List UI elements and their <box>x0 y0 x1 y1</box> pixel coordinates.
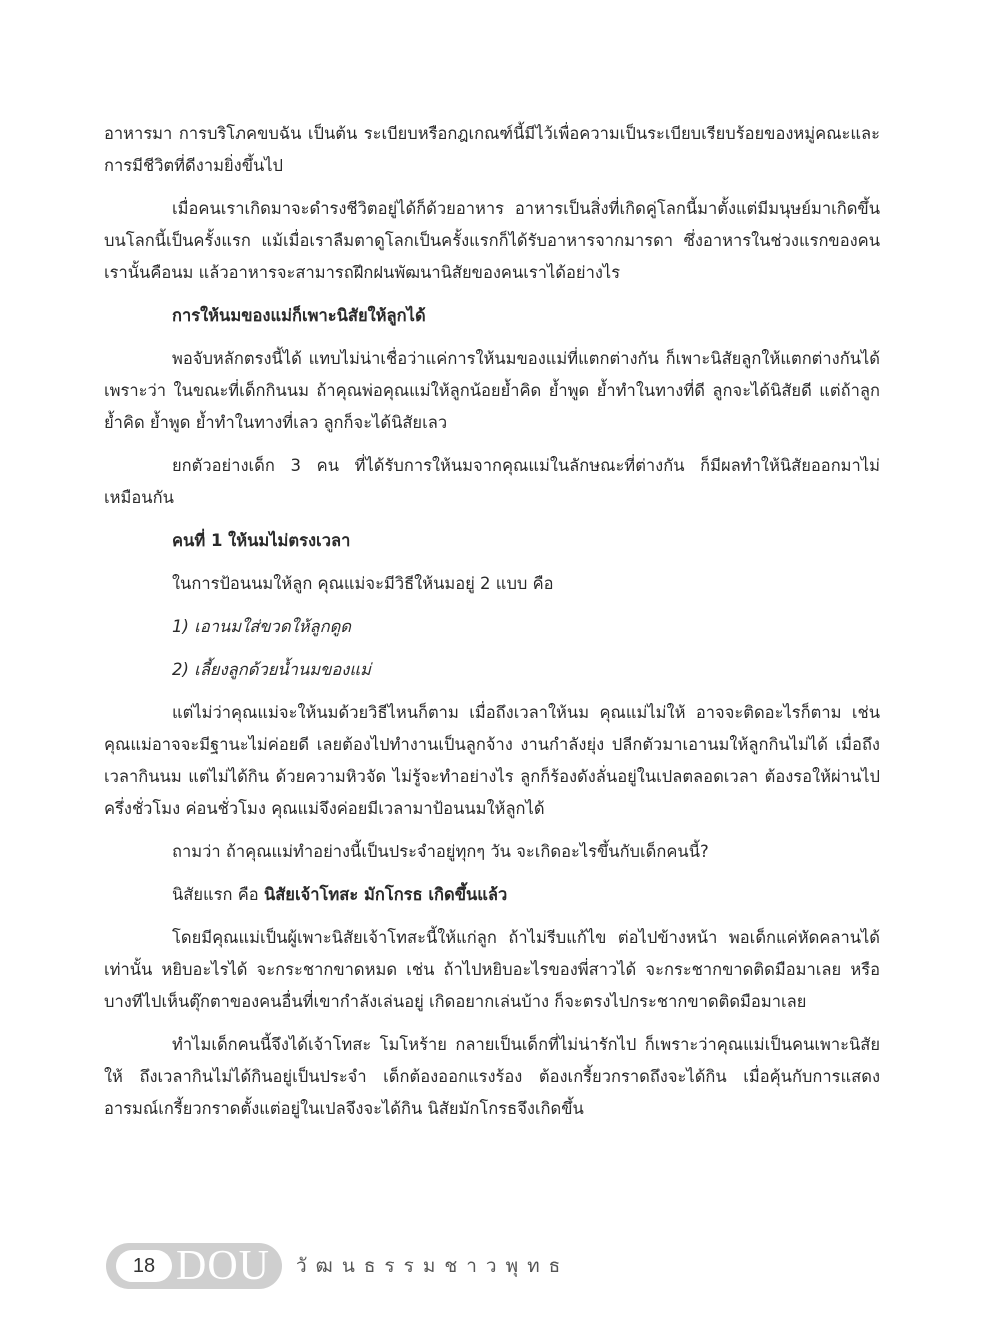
paragraph-6: แต่ไม่ว่าคุณแม่จะให้นมด้วยวิธีไหนก็ตาม เมื่อถึงเวลาให้นม คุณแม่ไม่ให้ อาจจะติดอะไรก็ตาม เช่น คุณแม่อาจจะมีฐานะไม่ค่อยดี เลยต้องไปทำงานเป็นลูกจ้าง งานกำลังยุ่ง ปลีกตัวมาเอานมให้ลูกกินไม่ได้ เมื่อถึงเวลากินนม แต่ไม่ได้กิน ด้วยความหิวจัด ไม่รู้จะทำอย่างไร ลูกก็ร้องดังลั่นอยู่ในเปลตลอดเวลา ต้องรอให้ผ่านไปครึ่งชั่วโมง ค่อนชั่วโมง คุณแม่จึงค่อยมีเวลามาป้อนนมให้ลูกได้ <box>104 703 880 818</box>
paragraph-8-bold: นิสัยเจ้าโทสะ มักโกรธ เกิดขึ้นแล้ว <box>263 885 508 904</box>
section-heading-breastfeeding: การให้นมของแม่ก็เพาะนิสัยให้ลูกได้ <box>172 306 426 325</box>
paragraph-9: โดยมีคุณแม่เป็นผู้เพาะนิสัยเจ้าโทสะนี้ให้แก่ลูก ถ้าไม่รีบแก้ไข ต่อไปข้างหน้า พอเด็กแค่หัดคลานได้เท่านั้น หยิบอะไรได้ จะกระชากขาดหมด เช่น ถ้าไปหยิบอะไรของพี่สาวได้ จะกระชากขาดติดมือมาเลย หรือบางทีไปเห็นตุ๊กตาของคนอื่นที่เขากำลังเล่นอยู่ เกิดอยากเล่นบ้าง ก็จะตรงไปกระชากขาดติดมือมาเลย <box>104 928 880 1011</box>
paragraph-1: อาหารมา การบริโภคขบฉัน เป็นต้น ระเบียบหรือกฎเกณฑ์นี้มีไว้เพื่อความเป็นระเบียบเรียบร้อยของหมู่คณะและการมีชีวิตที่ดีงามยิ่งขึ้นไป <box>104 124 880 175</box>
paragraph-7: ถามว่า ถ้าคุณแม่ทำอย่างนี้เป็นประจำอยู่ทุกๆ วัน จะเกิดอะไรขึ้นกับเด็กคนนี้? <box>172 842 709 861</box>
paragraph-4: ยกตัวอย่างเด็ก 3 คน ที่ได้รับการให้นมจากคุณแม่ในลักษณะที่ต่างกัน ก็มีผลทำให้นิสัยออกมาไม่เหมือนกัน <box>104 456 880 507</box>
paragraph-3: พอจับหลักตรงนี้ได้ แทบไม่น่าเชื่อว่าแค่การให้นมของแม่ที่แตกต่างกัน ก็เพาะนิสัยลูกให้แตกต่างกันได้ เพราะว่า ในขณะที่เด็กกินนม ถ้าคุณพ่อคุณแม่ให้ลูกน้อยย้ำคิด ย้ำพูด ย้ำทำในทางที่ดี ลูกจะได้นิสัยดี แต่ถ้าลูกย้ำคิด ย้ำพูด ย้ำทำในทางที่เลว ลูกก็จะได้นิสัยเลว <box>104 349 880 432</box>
paragraph-2: เมื่อคนเราเกิดมาจะดำรงชีวิตอยู่ได้ก็ด้วยอาหาร อาหารเป็นสิ่งที่เกิดคู่โลกนี้มาตั้งแต่มีมนุษย์มาเกิดขึ้นบนโลกนี้เป็นครั้งแรก แม้เมื่อเราลืมตาดูโลกเป็นครั้งแรกก็ได้รับอาหารจากมารดา ซึ่งอาหารในช่วงแรกของคนเรานั้นคือนม แล้วอาหารจะสามารถฝึกฝนพัฒนานิสัยของคนเราได้อย่างไร <box>104 199 880 282</box>
list-item-1: 1) เอานมใส่ขวดให้ลูกดูด <box>172 617 352 636</box>
paragraph-5: ในการป้อนนมให้ลูก คุณแม่จะมีวิธีให้นมอยู่ 2 แบบ คือ <box>172 574 554 593</box>
dou-logo: DOU <box>176 1243 270 1289</box>
paragraph-10: ทำไมเด็กคนนี้จึงได้เจ้าโทสะ โมโหร้าย กลายเป็นเด็กที่ไม่น่ารักไป ก็เพราะว่าคุณแม่เป็นคนเพาะนิสัยให้ ถึงเวลากินไม่ได้กินอยู่เป็นประจำ เด็กต้องออกแรงร้อง ต้องเกรี้ยวกราดถึงจะได้กิน เมื่อคุ้นกับการแสดงอารมณ์เกรี้ยวกราดตั้งแต่อยู่ในเปลจึงจะได้กิน นิสัยมักโกรธจึงเกิดขึ้น <box>104 1035 880 1118</box>
page-number: 18 <box>116 1250 172 1282</box>
page-body <box>104 118 880 1136</box>
paragraph-8-lead: นิสัยแรก คือ <box>172 885 264 904</box>
page-footer <box>106 1243 706 1291</box>
section-heading-child-1: คนที่ 1 ให้นมไม่ตรงเวลา <box>172 531 351 550</box>
footer-pill <box>106 1243 282 1289</box>
book-title: วัฒนธรรมชาวพุทธ <box>296 1255 570 1277</box>
paragraph-8 <box>104 879 880 911</box>
list-item-2: 2) เลี้ยงลูกด้วยน้ำนมของแม่ <box>172 660 371 679</box>
